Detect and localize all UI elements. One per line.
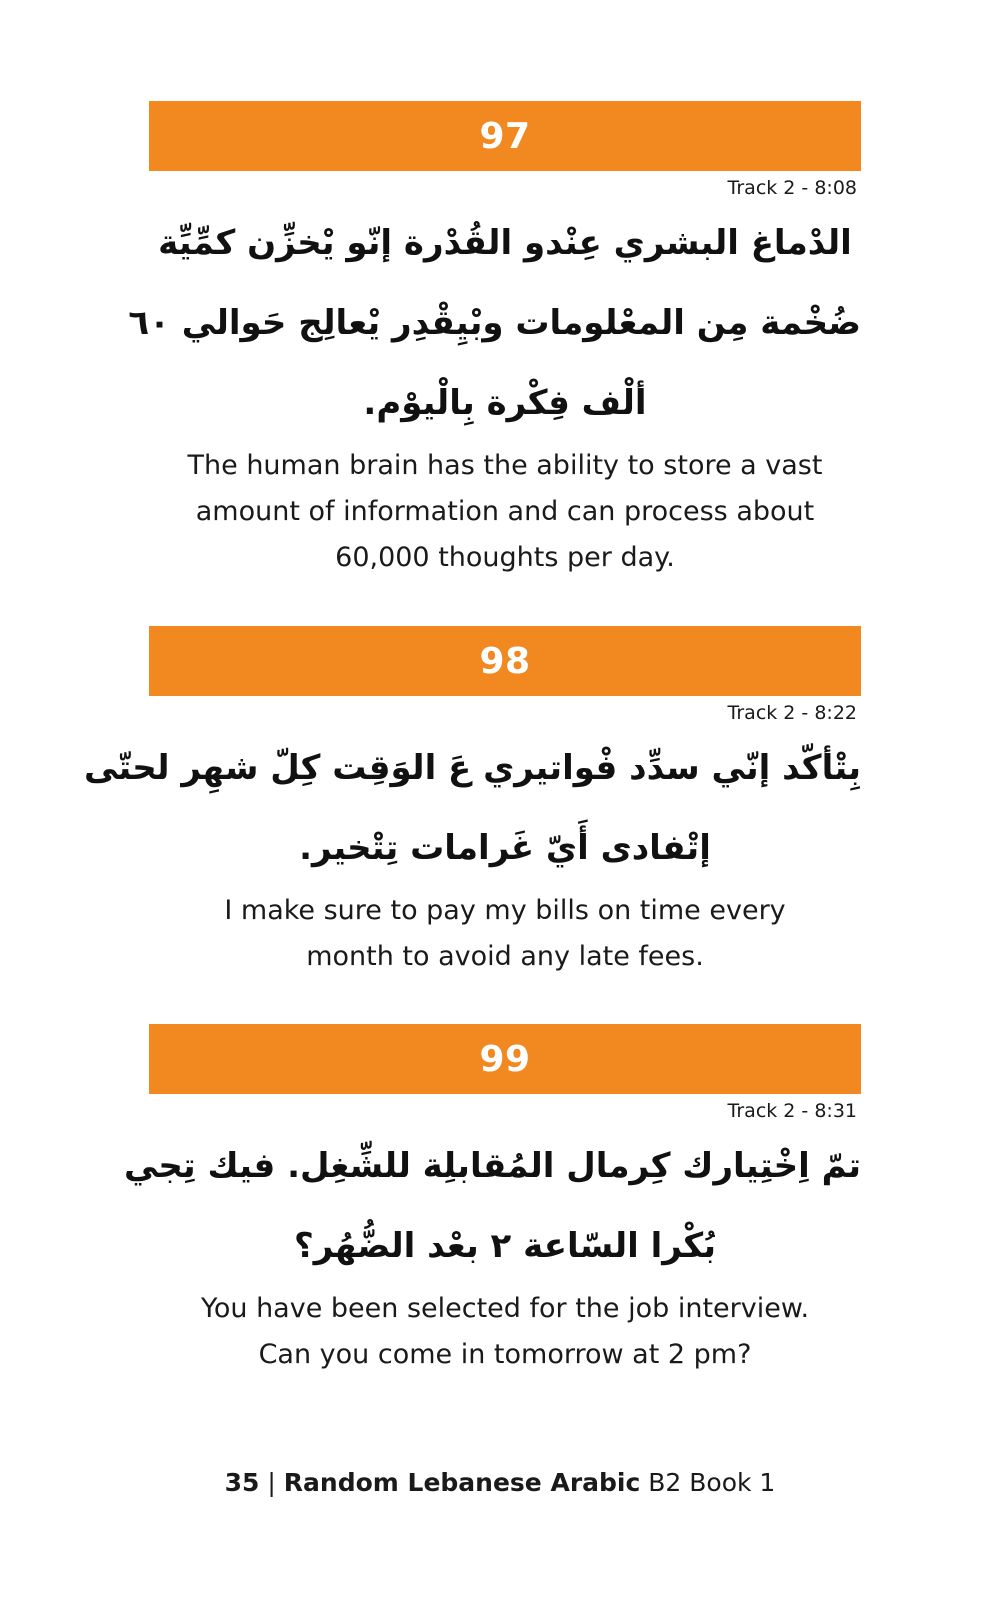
arabic-sentence [128, 203, 861, 443]
arabic-line: إتْفادى أَيّ غَرامات تِتْخير. [299, 828, 711, 868]
arabic-line: بُكْرا السّاعة ٢ بعْد الضُّهُر؟ [294, 1226, 716, 1266]
track-timestamp: Track 2 - 8:08 [727, 177, 857, 199]
book-title-bold: Random Lebanese Arabic [283, 1468, 641, 1497]
entry-number-bar [149, 626, 861, 696]
english-translation [149, 888, 861, 980]
english-line: The human brain has the ability to store a vast [187, 450, 823, 481]
entry-97 [128, 101, 861, 581]
track-timestamp: Track 2 - 8:31 [727, 1100, 857, 1122]
english-line: I make sure to pay my bills on time every [224, 895, 786, 926]
english-translation [149, 1286, 861, 1378]
entry-number-bar [149, 1024, 861, 1094]
page-number: 35 [224, 1468, 260, 1497]
english-line: amount of information and can process about [195, 496, 815, 527]
arabic-line: ألْف فِكْرة بِالْيوْم. [363, 383, 647, 423]
arabic-line: بِتْأكّد إنّي سدِّد فْواتيري عَ الوَقِت كِلّ شهِر لحتّى [84, 748, 861, 788]
entry-number: 97 [479, 115, 531, 157]
arabic-sentence [124, 1126, 861, 1286]
english-line: Can you come in tomorrow at 2 pm? [258, 1339, 752, 1370]
entry-number-bar [149, 101, 861, 171]
english-line: 60,000 thoughts per day. [335, 542, 675, 573]
arabic-line: ضُخْمة مِن المعْلومات وبْيِقْدِر يْعالِج حَوالي ٦٠ [128, 303, 861, 343]
entry-number: 98 [479, 640, 531, 682]
book-title-rest: B2 Book 1 [648, 1468, 776, 1497]
entry-number: 99 [479, 1038, 531, 1080]
english-line: month to avoid any late fees. [306, 941, 704, 972]
entry-99 [124, 1024, 861, 1378]
english-line: You have been selected for the job interview. [200, 1293, 810, 1324]
footer-separator: | [267, 1468, 276, 1497]
arabic-line: الدْماغ البشري عِنْدو القُدْرة إنّو يْخزِّن كمِّيِّة [158, 223, 852, 263]
track-timestamp: Track 2 - 8:22 [727, 702, 857, 724]
page-footer [0, 1468, 1000, 1497]
english-translation [149, 443, 861, 581]
arabic-line: تمّ اِخْتِيارك كِرمال المُقابلِة للشِّغِل. فيك تِجي [124, 1146, 861, 1186]
arabic-sentence [84, 728, 861, 888]
entry-98 [84, 626, 861, 980]
